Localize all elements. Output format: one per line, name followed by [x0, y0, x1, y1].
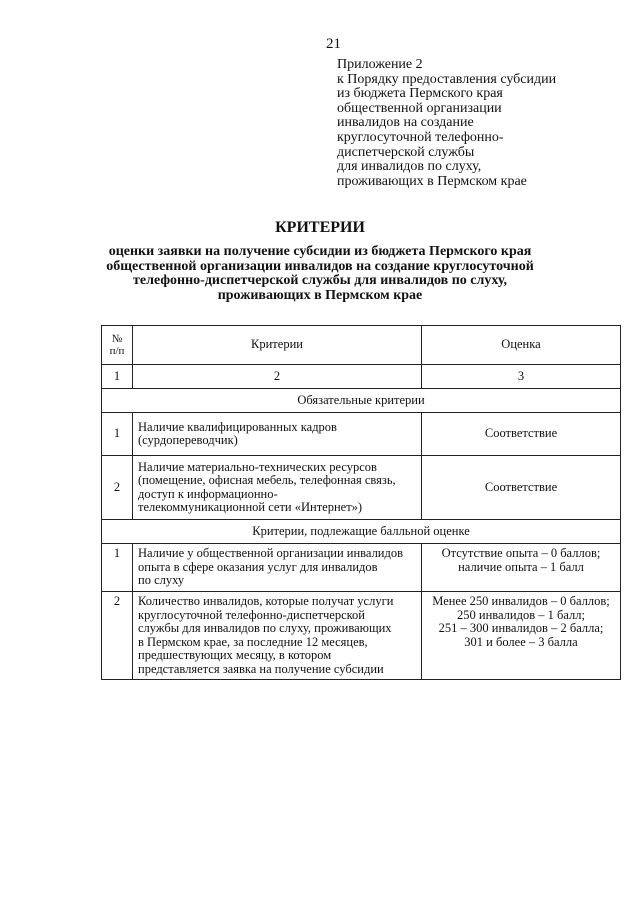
row-number: 2 — [102, 456, 133, 520]
criteria-table — [101, 325, 621, 680]
score-cell — [422, 592, 621, 680]
criteria-cell — [133, 592, 422, 680]
table-row — [102, 592, 621, 680]
criteria-line: (сурдопереводчик) — [138, 433, 238, 447]
appendix-line: круглосуточной телефонно- — [337, 129, 504, 145]
header-num-abbr: п/п — [109, 345, 125, 357]
section-row-mandatory — [102, 389, 621, 413]
score-line: 301 и более – 3 балла — [464, 634, 578, 649]
criteria-cell — [133, 413, 422, 456]
appendix-line: проживающих в Пермском крае — [337, 173, 527, 189]
criteria-line: доступ к информационно- — [138, 486, 278, 501]
appendix-line: из бюджета Пермского края — [337, 86, 503, 102]
row-number: 1 — [102, 413, 133, 456]
appendix-line: Приложение 2 — [337, 57, 423, 72]
row-number: 1 — [102, 544, 133, 592]
column-number: 2 — [133, 365, 422, 389]
page-number: 21 — [326, 36, 341, 52]
appendix-line: общественной организации — [337, 100, 502, 116]
header-score-cell: Оценка — [422, 326, 621, 365]
column-number: 1 — [102, 365, 133, 389]
column-number: 3 — [422, 365, 621, 389]
criteria-line: в Пермском крае, за последние 12 месяцев, — [138, 634, 368, 649]
criteria-line: (помещение, офисная мебель, телефонная связь, — [138, 473, 396, 487]
criteria-line: Наличие материально-технических ресурсов — [138, 459, 377, 474]
criteria-line: опыта в сфере оказания услуг для инвалидов — [138, 559, 378, 574]
subtitle-line: оценки заявки на получение субсидии из бюджета Пермского края — [108, 244, 532, 259]
subtitle-line: проживающих в Пермском крае — [217, 287, 423, 303]
criteria-line: Наличие квалифицированных кадров — [138, 419, 337, 434]
row-number: 2 — [102, 592, 133, 680]
score-cell — [422, 544, 621, 592]
subtitle-line: телефонно-диспетчерской службы для инвалидов по слуху, — [133, 273, 507, 288]
score-line: Соответствие — [484, 479, 558, 494]
criteria-line: Наличие у общественной организации инвалидов — [138, 546, 404, 560]
criteria-line: представляется заявка на получение субсидии — [138, 661, 384, 676]
header-num-symbol: № — [111, 333, 123, 345]
appendix-line: диспетчерской службы — [337, 144, 475, 160]
score-line: Соответствие — [484, 426, 558, 441]
section-title: Критерии, подлежащие балльной оценке — [102, 520, 621, 544]
score-cell — [422, 413, 621, 456]
score-line: 251 – 300 инвалидов – 2 балла; — [438, 621, 604, 635]
table-header-row — [102, 326, 621, 365]
score-line: наличие опыта – 1 балл — [458, 559, 584, 574]
appendix-line: к Порядку предоставления субсидии — [337, 71, 557, 87]
table-row — [102, 544, 621, 592]
criteria-line: по слуху — [138, 573, 185, 587]
appendix-line: для инвалидов по слуху, — [337, 159, 482, 175]
criteria-line: Количество инвалидов, которые получат услуги — [138, 594, 394, 608]
score-line: Отсутствие опыта – 0 баллов; — [441, 546, 601, 560]
column-numbers-row — [102, 365, 621, 389]
table-row — [102, 456, 621, 520]
table-row — [102, 413, 621, 456]
score-line: Менее 250 инвалидов – 0 баллов; — [432, 594, 610, 608]
section-title: Обязательные критерии — [102, 389, 621, 413]
criteria-line: телекоммуникационной сети «Интернет») — [138, 500, 363, 514]
header-num-cell — [102, 326, 133, 365]
score-line: 250 инвалидов – 1 балл; — [457, 607, 585, 622]
header-criteria-cell: Критерии — [133, 326, 422, 365]
score-cell — [422, 456, 621, 520]
criteria-line: службы для инвалидов по слуху, проживающих — [138, 621, 392, 635]
criteria-line: предшествующих месяцу, в котором — [138, 648, 332, 662]
criteria-line: круглосуточной телефонно-диспетчерской — [138, 607, 365, 622]
criteria-cell — [133, 456, 422, 520]
section-row-scored — [102, 520, 621, 544]
document-title: КРИТЕРИИ — [275, 219, 365, 236]
document-subtitle — [80, 245, 560, 303]
subtitle-line: общественной организации инвалидов на создание круглосуточной — [106, 258, 534, 274]
criteria-cell — [133, 544, 422, 592]
appendix-block — [337, 58, 627, 189]
appendix-line: инвалидов на создание — [337, 115, 474, 131]
